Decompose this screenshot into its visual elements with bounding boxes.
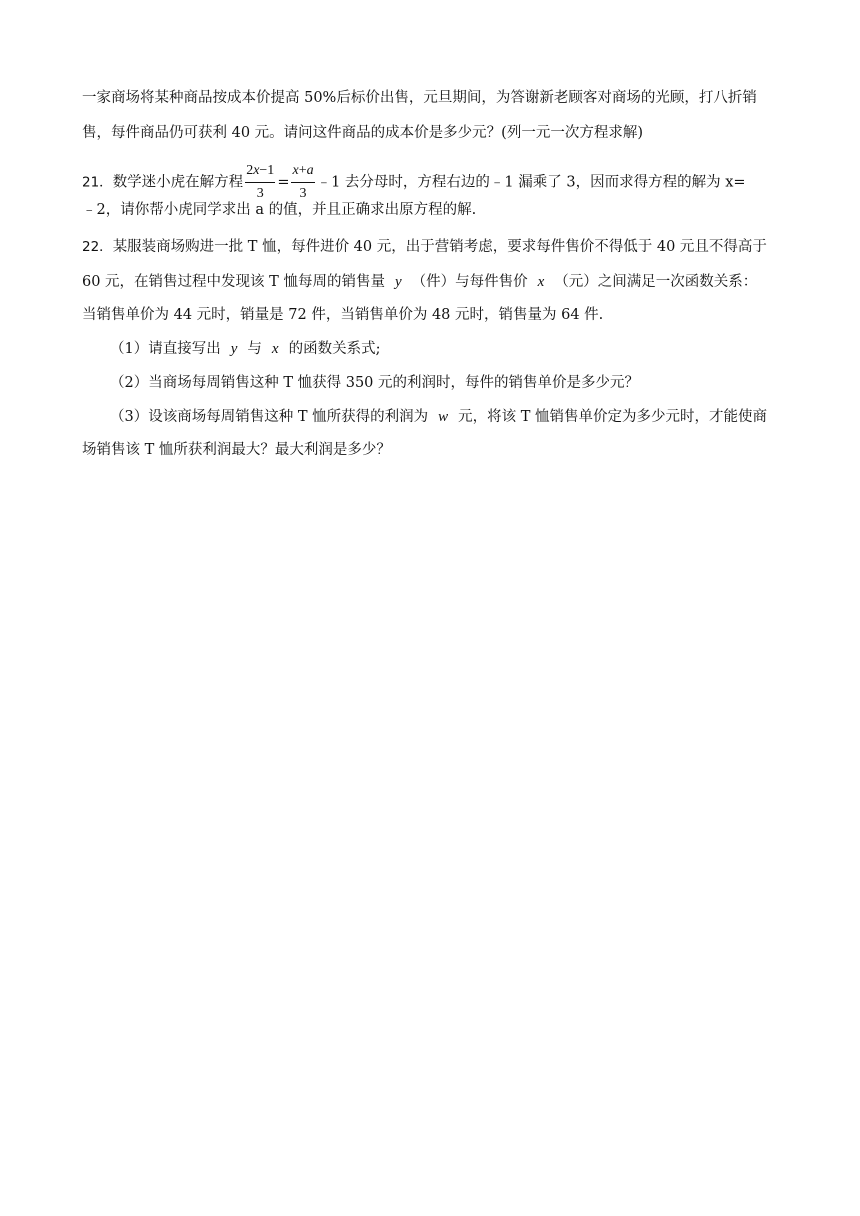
q21-frac2-num-b: + <box>298 163 307 178</box>
q21-frac2-den: 3 <box>299 186 307 201</box>
q22-part-1-b: 的函数关系式; <box>288 341 381 357</box>
q22-part-1-with: 与 <box>247 341 262 357</box>
q22-part-1-a: （1）请直接写出 <box>110 341 221 357</box>
q22-line-3: 当销售单价为 44 元时，销量是 72 件，当销售单价为 48 元时，销售量为 64 件. <box>82 307 604 323</box>
q21-number: 21． <box>82 174 113 191</box>
q21-fraction-left <box>245 162 275 203</box>
q22-line-2-a: 60 元，在销售过程中发现该 T 恤每周的销售量 <box>82 274 385 290</box>
q21-frac1-num-b: x <box>253 163 260 178</box>
q22-var-y: y <box>394 274 402 290</box>
q22-var-x: x <box>537 274 545 290</box>
q21-fraction-right <box>291 162 314 203</box>
q22-part-3-b: 元，将该 T 恤销售单价定为多少元时，才能使商 <box>458 409 768 425</box>
q22-part-2: （2）当商场每周销售这种 T 恤获得 350 元的利润时，每件的销售单价是多少元？ <box>110 375 640 391</box>
q20-line-2: 售，每件商品仍可获利 40 元。请问这件商品的成本价是多少元？(列一元一次方程求解) <box>82 125 643 141</box>
q22-line-2 <box>82 272 757 292</box>
q21-frac2-num-c: a <box>306 163 314 178</box>
q21-line-2: ﹣2，请你帮小虎同学求出 a 的值，并且正确求出原方程的解. <box>82 202 477 218</box>
q22-part-1 <box>110 339 380 359</box>
q22-part-3-line-2: 场销售该 T 恤所获利润最大？最大利润是多少？ <box>82 442 391 458</box>
q22-part-1-var-y: y <box>230 341 238 357</box>
q21-frac1-den: 3 <box>256 186 264 201</box>
q22-part-3 <box>110 407 767 427</box>
q22-line-1-text: 某服装商场购进一批 T 恤，每件进价 40 元，出于营销考虑，要求每件售价不得低于 40 元且不得高于 <box>112 239 767 255</box>
q22-part-3-a: （3）设该商场每周销售这种 T 恤所获得的利润为 <box>110 409 429 425</box>
q21-after: ﹣1 去分母时，方程右边的﹣1 漏乘了 3，因而求得方程的解为 x= <box>316 174 746 191</box>
q22-line-2-b: （件）与每件售价 <box>411 274 528 290</box>
q20-line-1: 一家商场将某种商品按成本价提高 50%后标价出售，元旦期间，为答谢新老顾客对商场的光顾，打八折销 <box>82 90 757 106</box>
q22-part-3-var-w: w <box>438 409 449 425</box>
q21-intro: 数学迷小虎在解方程 <box>112 174 244 191</box>
q21-line-1 <box>82 162 746 203</box>
q21-frac1-num-a: 2 <box>246 163 254 178</box>
q22-part-1-var-x: x <box>271 341 279 357</box>
q22-line-1 <box>82 237 767 257</box>
q21-frac2-num-a: x <box>292 163 299 178</box>
q22-line-2-c: （元）之间满足一次函数关系： <box>554 274 758 290</box>
q22-number: 22． <box>82 239 113 255</box>
q21-frac1-num-c: −1 <box>259 163 275 178</box>
q21-equals: = <box>277 174 290 191</box>
